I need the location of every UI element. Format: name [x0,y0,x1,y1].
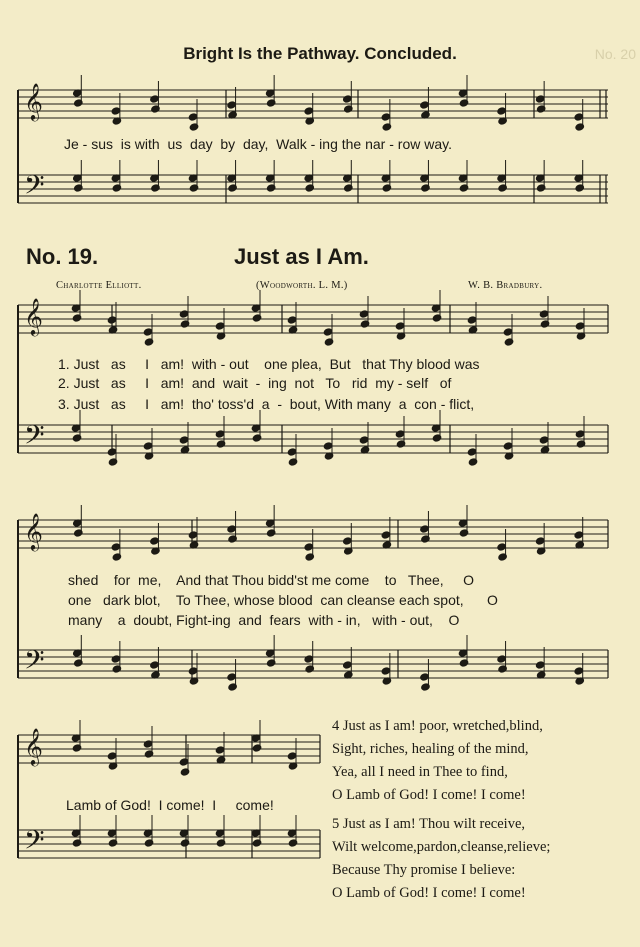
system1-bass-clef: 𝄢 [24,169,45,207]
system2-bass-note [359,436,369,444]
refrain-lyric: Lamb of God! I come! I come! [66,797,274,813]
system3-treble-clef: 𝄞 [24,512,43,550]
system3-treble-note [420,525,430,533]
verse-line: Sight, riches, healing of the mind, [332,741,529,757]
page-title: Bright Is the Pathway. Concluded. [183,44,457,63]
section1-lyric: Je - sus is with us day by day, Walk - ing the nar - row way. [64,136,452,152]
tune-credit: (Woodworth. L. M.) [256,280,348,291]
author-credit: Charlotte Elliott. [56,280,142,291]
system4-treble-note [179,758,189,766]
system3-bass-note [574,667,584,675]
verse-line: O Lamb of God! I come! I come! [332,885,526,901]
system1-treble-note [304,107,314,115]
system2-treble-note [503,328,513,336]
system2-treble-note [467,316,477,324]
system3-bass-clef: 𝄢 [24,644,45,682]
system1-treble-note [420,101,430,109]
system3-treble-note [574,531,584,539]
system3-bass-note [150,661,160,669]
system3-bass-note [188,667,198,675]
system1-treble-note [535,95,545,103]
hymn-title: Just as I Am. [234,244,369,269]
system3-bass-note [304,655,314,663]
system1-treble-note [227,101,237,109]
system4-treble-note [287,752,297,760]
verse-line: Yea, all I need in Thee to find, [332,764,508,780]
verse-line: 4 Just as I am! poor, wretched,blind, [332,718,543,734]
system2-bass-note [179,436,189,444]
system2-bass-note [143,442,153,450]
system2-treble-note [395,322,405,330]
system3-bass-note [381,667,391,675]
system2-treble-note [215,322,225,330]
system1-treble-clef: 𝄞 [24,82,43,120]
system3-bass-note [111,655,121,663]
system2-treble-note [179,310,189,318]
system2-treble-note [107,316,117,324]
system1-treble-note [343,95,353,103]
system3-bass-note [535,661,545,669]
verse-line: Because Thy promise I believe: [332,862,516,878]
system4-treble-clef: 𝄞 [24,727,43,765]
system2-treble-note [539,310,549,318]
system3-treble-note [227,525,237,533]
verse1-line: 1. Just as I am! with - out one plea, But that Thy blood was [58,356,480,372]
system1-treble-note [188,113,198,121]
system1-treble-note [111,107,121,115]
composer-credit: W. B. Bradbury. [468,280,543,291]
system2-treble-clef: 𝄞 [24,297,43,335]
system1-treble-note [497,107,507,115]
system3-treble-note [343,537,353,545]
system2-bass-note [287,448,297,456]
system2-bass-note [323,442,333,450]
system3-treble-note [304,543,314,551]
verse2-line: 2. Just as I am! and wait - ing not To rid my - self of [58,375,452,391]
system3-treble-note [497,543,507,551]
verse-line: O Lamb of God! I come! I come! [332,787,526,803]
system2-treble-note [575,322,585,330]
system1-treble-note [574,113,584,121]
system4-treble-note [215,746,225,754]
system4-bass-clef: 𝄢 [24,824,45,862]
system4-treble-note [107,752,117,760]
verse3-line-2: many a doubt, Fight-ing and fears with - in, with - out, O [68,612,460,628]
system2-treble-note [323,328,333,336]
system2-bass-note [107,448,117,456]
system1-treble-note [150,95,160,103]
system3-bass-note [420,673,430,681]
system2-bass-note [395,430,405,438]
system2-bass-clef: 𝄢 [24,419,45,457]
system2-treble-note [143,328,153,336]
system3-treble-note [381,531,391,539]
bleed-through-text: No. 20 [594,46,636,62]
system2-treble-note [287,316,297,324]
verse-line: Wilt welcome,pardon,cleanse,relieve; [332,839,551,855]
system2-bass-note [503,442,513,450]
hymn-number: No. 19. [26,244,99,269]
system1-treble-note [381,113,391,121]
system2-bass-note [575,430,585,438]
system4-treble-note [143,740,153,748]
system3-bass-note [343,661,353,669]
verse3-line: 3. Just as I am! tho' toss'd a - bout, With many a con - flict, [58,396,475,412]
system3-bass-note [497,655,507,663]
system2-bass-note [539,436,549,444]
system3-treble-note [111,543,121,551]
system3-treble-note [535,537,545,545]
system3-treble-note [188,531,198,539]
system3-treble-note [150,537,160,545]
system2-bass-note [215,430,225,438]
system2-bass-note [467,448,477,456]
verse1-line-2: shed for me, And that Thou bidd'st me come to Thee, O [68,572,475,588]
system2-treble-note [359,310,369,318]
verse2-line-2: one dark blot, To Thee, whose blood can cleanse each spot, O [68,592,498,608]
system3-bass-note [227,673,237,681]
verse-line: 5 Just as I am! Thou wilt receive, [332,816,526,832]
